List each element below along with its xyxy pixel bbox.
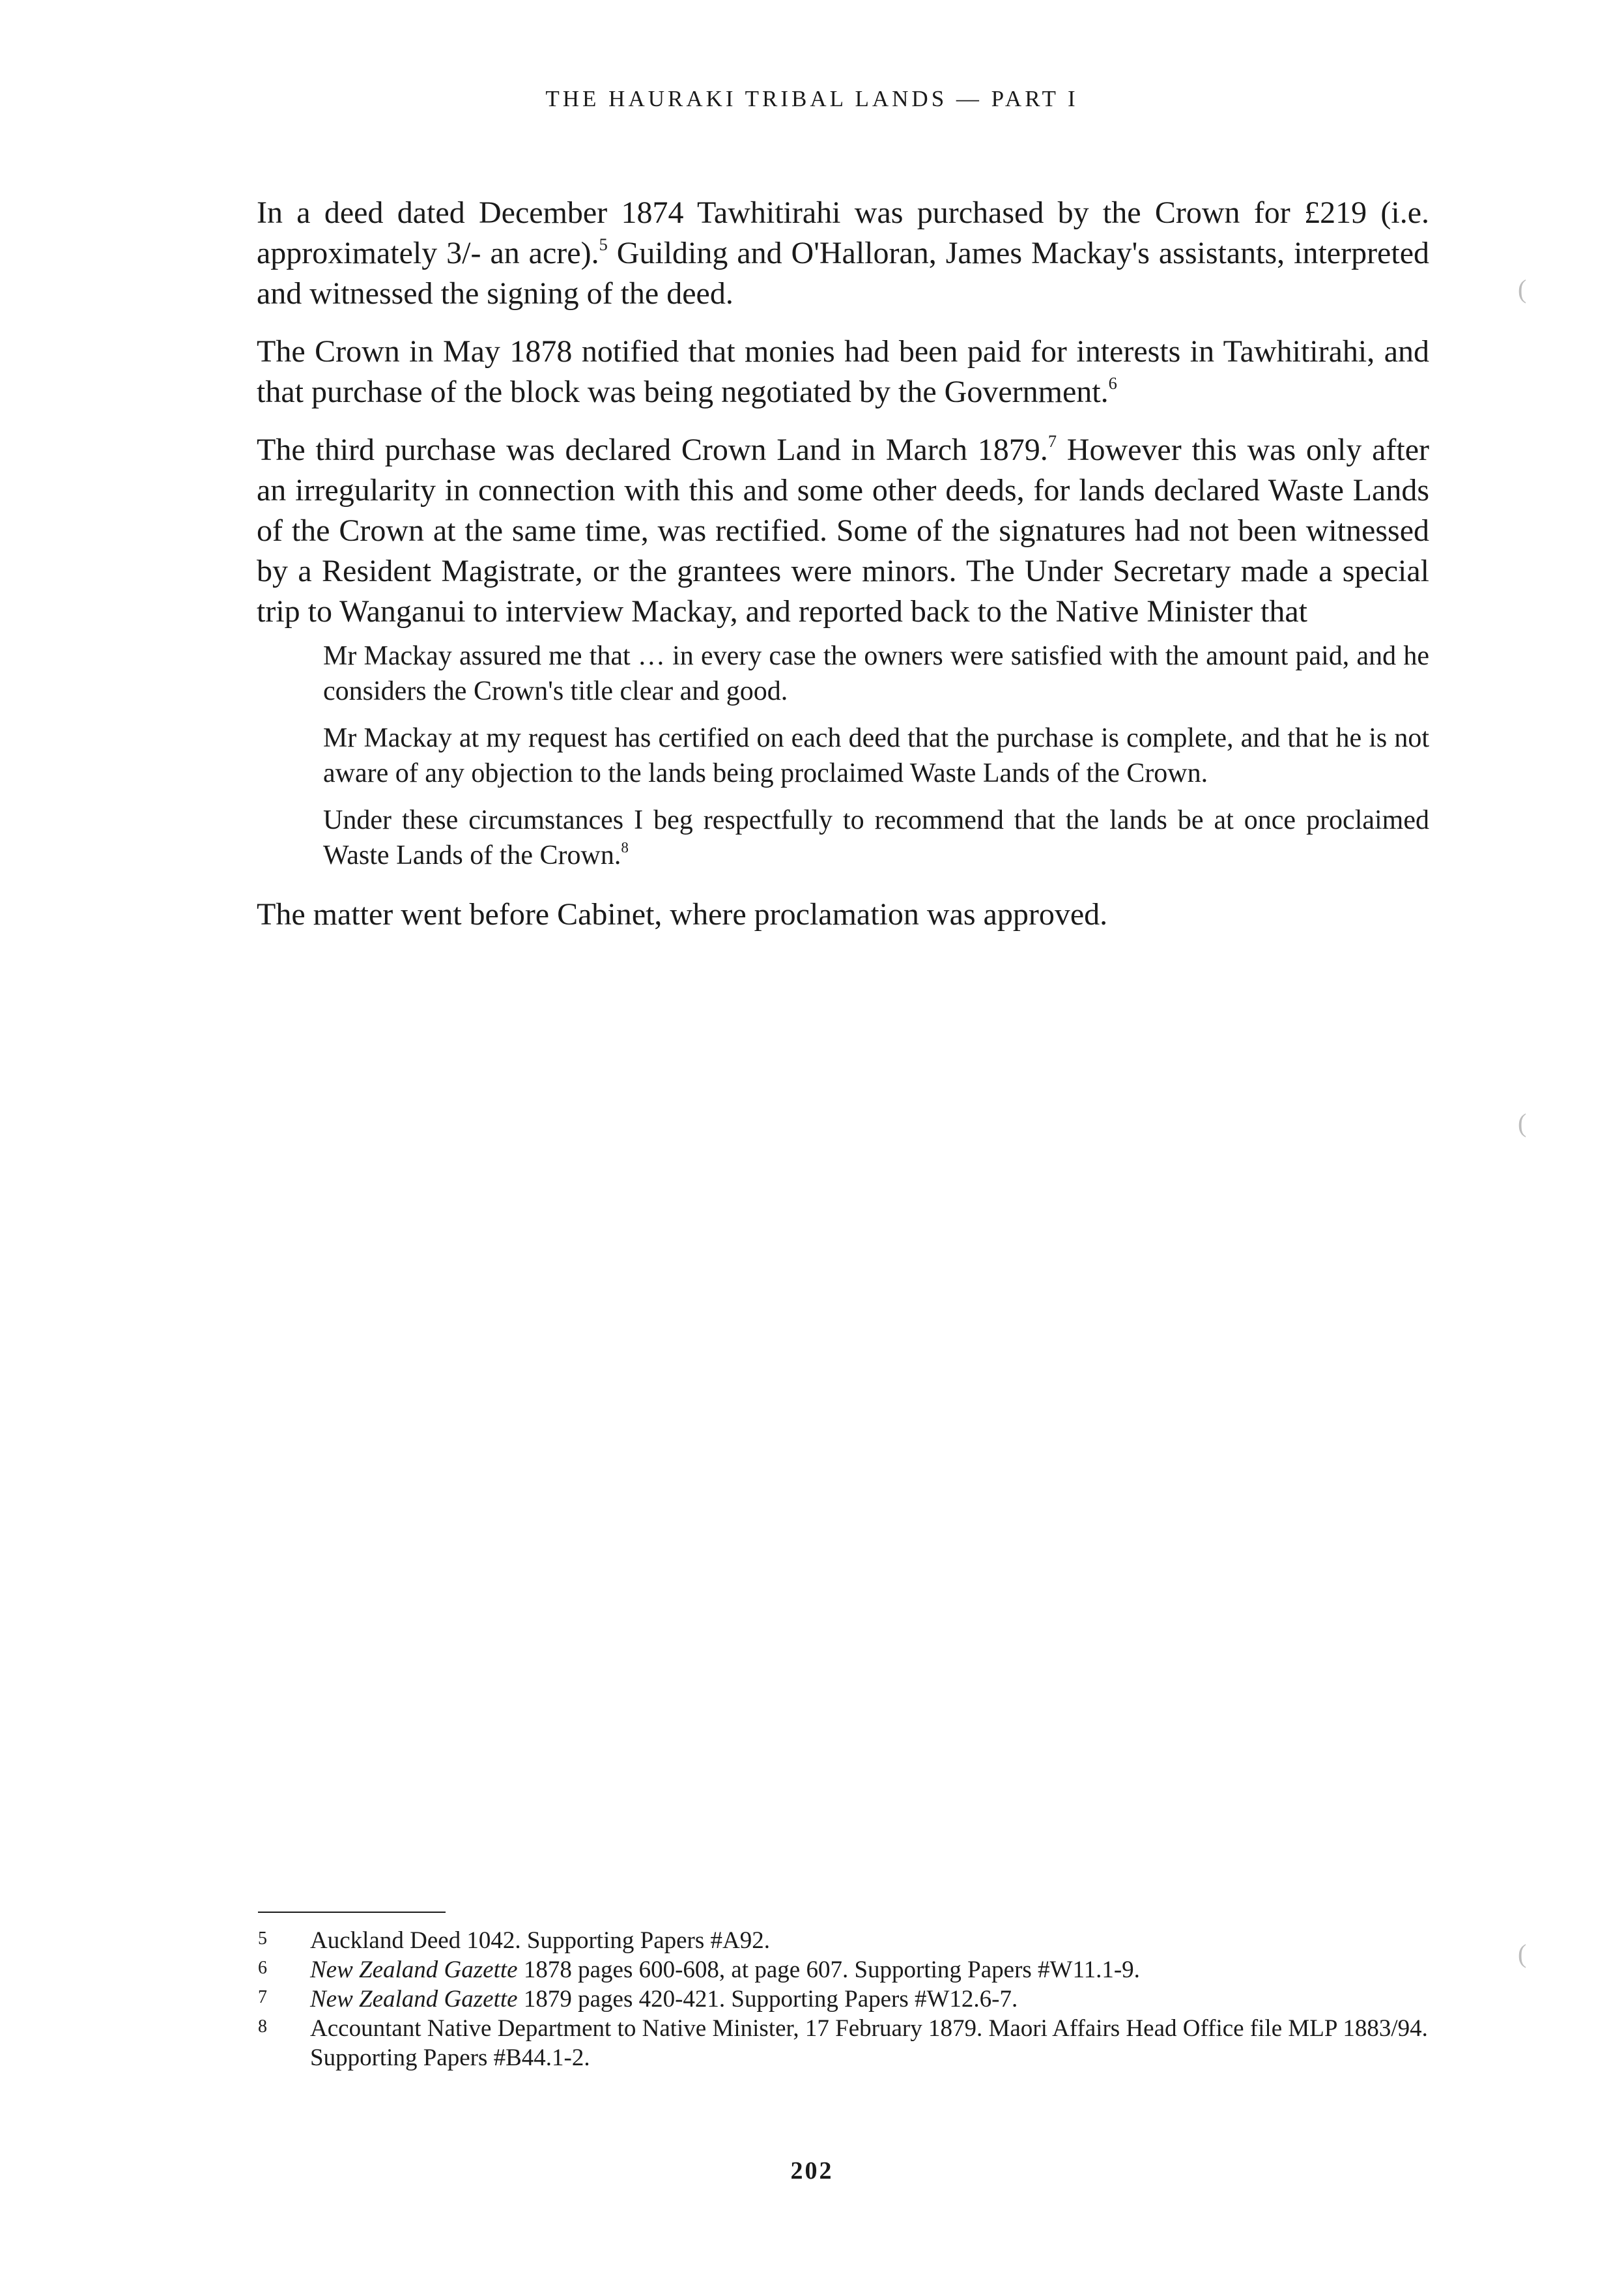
scan-artifact-mark: ( <box>1518 274 1527 304</box>
quote-paragraph-3 <box>323 803 1429 873</box>
paragraph-3-text-b: However this was only after an irregularity in connection with this and some other deeds, for lands declared Waste Lands of the Crown at the same time, was rectified. Some of the signatures had not been witnessed by a Resident Magistrate, or the grantees were minors. The Under Secretary made a special trip to Wanganui to interview Mackay, and reported back to the Native Minister that <box>257 433 1429 629</box>
footnote-text: Auckland Deed 1042. Supporting Papers #A92. <box>310 1927 770 1954</box>
footnote-number: 8 <box>258 2016 267 2037</box>
paragraph-1-text-a: In a deed dated December 1874 Tawhitirahi was purchased by the Crown for £219 (i.e. approximately 3/- an acre). <box>257 195 1429 270</box>
footnote-text <box>310 1985 1431 2014</box>
paragraph-1-text-b: Guilding and O'Halloran, James Mackay's assistants, interpreted and witnessed the signing of the deed. <box>257 236 1429 311</box>
paragraph-4: The matter went before Cabinet, where proclamation was approved. <box>257 897 1108 932</box>
footnote-7 <box>258 1985 1431 2014</box>
footnote-number: 7 <box>258 1987 267 2007</box>
footnote-ref-7[interactable]: 7 <box>1047 431 1057 452</box>
footnote-number: 5 <box>258 1928 267 1949</box>
footnote-ref-6[interactable]: 6 <box>1108 373 1117 394</box>
quote-paragraph-3-text: Under these circumstances I beg respectfully to recommend that the lands be at once proclaimed Waste Lands of the Crown. <box>323 805 1429 870</box>
footnote-text: Accountant Native Department to Native Minister, 17 February 1879. Maori Affairs Head Office file MLP 1883/94. Supporting Papers #B44.1-2. <box>310 2015 1428 2071</box>
quote-paragraph-2: Mr Mackay at my request has certified on each deed that the purchase is complete, and that he is not aware of any objection to the lands being proclaimed Waste Lands of the Crown. <box>323 723 1429 788</box>
footnote-divider <box>258 1912 446 1913</box>
running-head: THE HAURAKI TRIBAL LANDS — PART I <box>545 86 1079 111</box>
footnote-text <box>310 1955 1431 1985</box>
paragraph-3-text-a: The third purchase was declared Crown Land in March 1879. <box>257 433 1048 467</box>
footnotes <box>258 1926 1431 2072</box>
footnote-6 <box>258 1955 1431 1985</box>
scan-artifact-mark: ( <box>1518 1939 1527 1968</box>
body-text <box>257 193 1429 953</box>
paragraph-2-text: The Crown in May 1878 notified that monies had been paid for interests in Tawhitirahi, and that purchase of the block was being negotiated by the Government. <box>257 334 1429 409</box>
paragraph-1 <box>257 193 1429 314</box>
footnote-citation: 1879 pages 420-421. Supporting Papers #W12.6-7. <box>517 1986 1018 2013</box>
page-number: 202 <box>790 2157 834 2185</box>
publication-title: New Zealand Gazette <box>310 1956 518 1983</box>
footnote-ref-5[interactable]: 5 <box>599 235 608 255</box>
scan-artifact-mark: ( <box>1518 1108 1527 1138</box>
publication-title: New Zealand Gazette <box>310 1986 518 2013</box>
paragraph-3 <box>257 430 1429 632</box>
paragraph-2 <box>257 332 1429 412</box>
footnote-number: 6 <box>258 1958 267 1978</box>
footnote-8 <box>258 2014 1431 2072</box>
footnote-citation: 1878 pages 600-608, at page 607. Supporting Papers #W11.1-9. <box>517 1956 1140 1983</box>
footnote-5 <box>258 1926 1431 1955</box>
quote-paragraph-1: Mr Mackay assured me that … in every case the owners were satisfied with the amount paid, and he considers the Crown's title clear and good. <box>323 641 1429 706</box>
block-quote <box>323 638 1429 873</box>
footnote-ref-8[interactable]: 8 <box>621 838 629 856</box>
